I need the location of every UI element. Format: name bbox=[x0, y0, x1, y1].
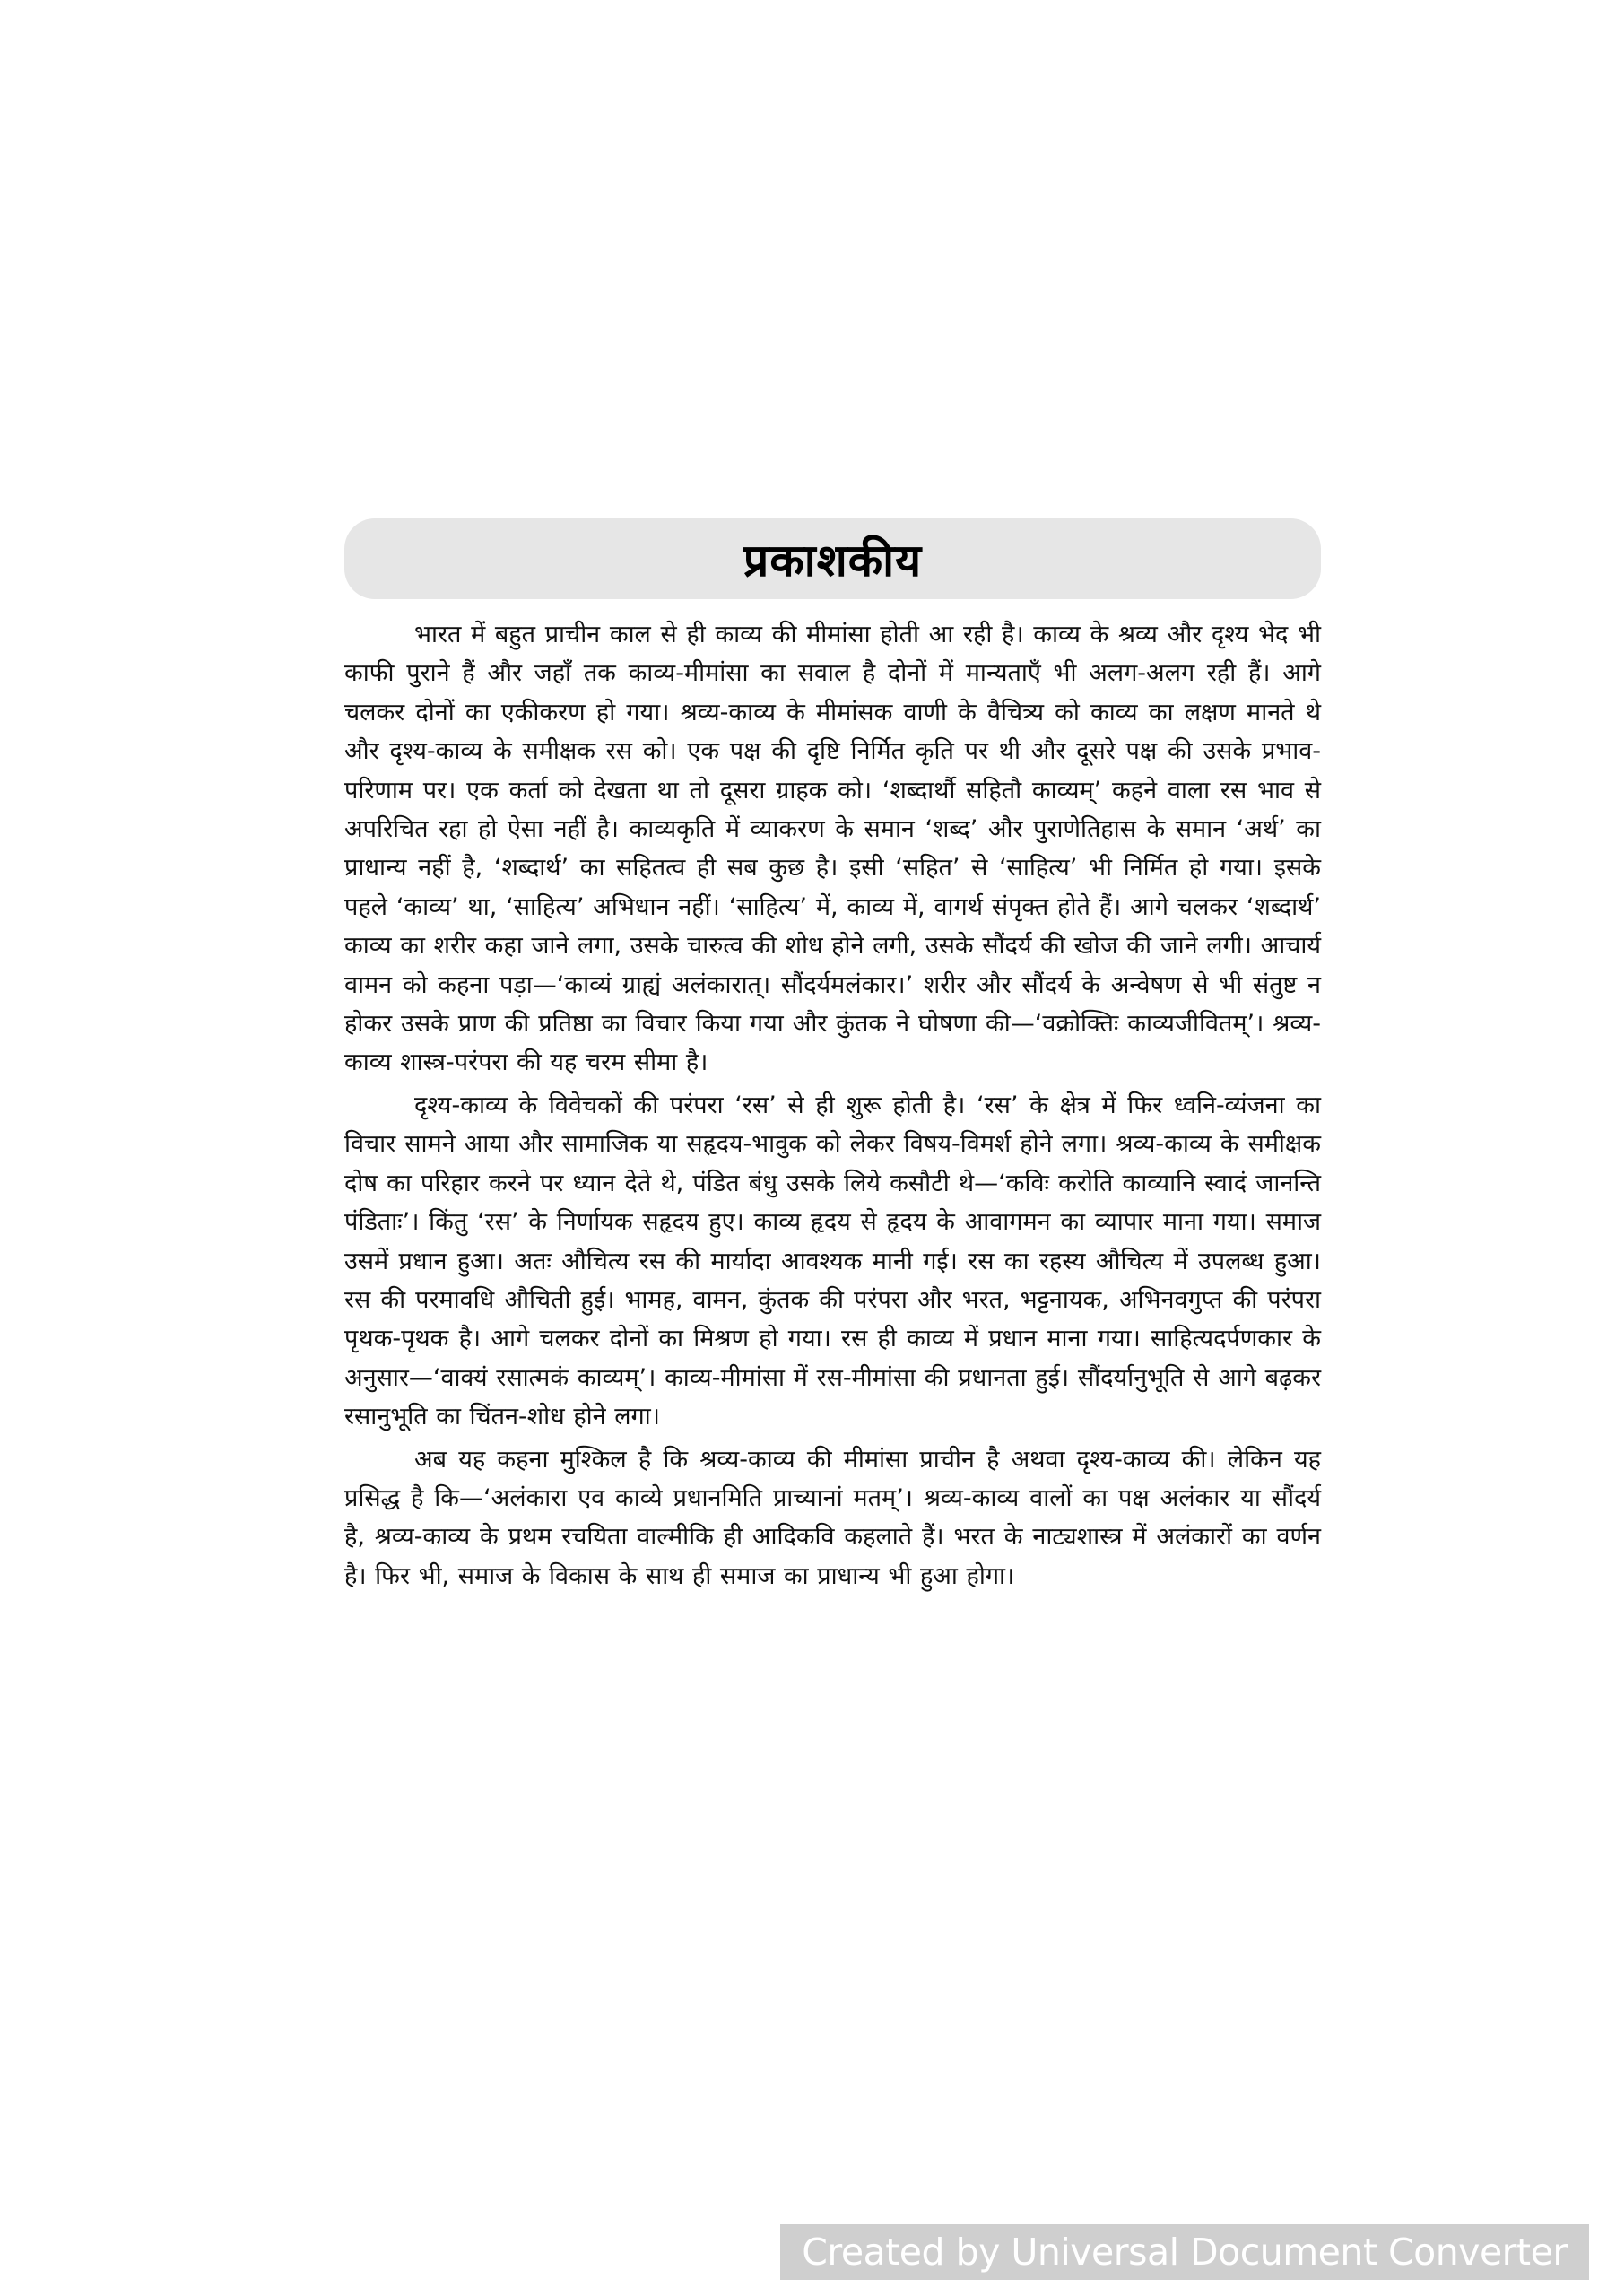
converter-watermark bbox=[780, 2224, 1589, 2280]
document-page bbox=[344, 518, 1321, 1596]
body-text bbox=[344, 615, 1321, 1596]
paragraph-1: भारत में बहुत प्राचीन काल से ही काव्य की मीमांसा होती आ रही है। काव्य के श्रव्य और दृश्य भेद भी काफी पुराने हैं और जहाँ तक काव्य-मीमांसा का सवाल है दोनों में मान्यताएँ भी अलग-अलग रही हैं। आगे चलकर दोनों का एकीकरण हो गया। श्रव्य-काव्य के मीमांसक वाणी के वैचित्र्य को काव्य का लक्षण मानते थे और दृश्य-काव्य के समीक्षक रस को। एक पक्ष की दृष्टि निर्मित कृति पर थी और दूसरे पक्ष की उसके प्रभाव-परिणाम पर। एक कर्ता को देखता था तो दूसरा ग्राहक को। ‘शब्दार्थौ सहितौ काव्यम्’ कहने वाला रस भाव से अपरिचित रहा हो ऐसा नहीं है। काव्यकृति में व्याकरण के समान ‘शब्द’ और पुराणेतिहास के समान ‘अर्थ’ का प्राधान्य नहीं है, ‘शब्दार्थ’ का सहितत्व ही सब कुछ है। इसी ‘सहित’ से ‘साहित्य’ भी निर्मित हो गया। इसके पहले ‘काव्य’ था, ‘साहित्य’ अभिधान नहीं। ‘साहित्य’ में, काव्य में, वागर्थ संपृक्त होते हैं। आगे चलकर ‘शब्दार्थ’ काव्य का शरीर कहा जाने लगा, उसके चारुत्व की शोध होने लगी, उसके सौंदर्य की खोज की जाने लगी। आचार्य वामन को कहना पड़ा—‘काव्यं ग्राह्यं अलंकारात्। सौंदर्यमलंकार।’ शरीर और सौंदर्य के अन्वेषण से भी संतुष्ट न होकर उसके प्राण की प्रतिष्ठा का विचार किया गया और कुंतक ने घोषणा की—‘वक्रोक्तिः काव्यजीवितम्’। श्रव्य-काव्य शास्त्र-परंपरा की यह चरम सीमा है। bbox=[344, 621, 1321, 1077]
paragraph-3: अब यह कहना मुश्किल है कि श्रव्य-काव्य की मीमांसा प्राचीन है अथवा दृश्य-काव्य की। लेकिन यह प्रसिद्ध है कि—‘अलंकारा एव काव्ये प्रधानमिति प्राच्यानां मतम्’। श्रव्य-काव्य वालों का पक्ष अलंकार या सौंदर्य है, श्रव्य-काव्य के प्रथम रचयिता वाल्मीकि ही आदिकवि कहलाते हैं। भरत के नाट्यशास्त्र में अलंकारों का वर्णन है। फिर भी, समाज के विकास के साथ ही समाज का प्राधान्य भी हुआ होगा। bbox=[344, 1445, 1321, 1590]
page-title: प्रकाशकीय bbox=[743, 535, 923, 587]
paragraph-2: दृश्य-काव्य के विवेचकों की परंपरा ‘रस’ से ही शुरू होती है। ‘रस’ के क्षेत्र में फिर ध्वनि-व्यंजना का विचार सामने आया और सामाजिक या सहृदय-भावुक को लेकर विषय-विमर्श होने लगा। श्रव्य-काव्य के समीक्षक दोष का परिहार करने पर ध्यान देते थे, पंडित बंधु उसके लिये कसौटी थे—‘कविः करोति काव्यानि स्वादं जानन्ति पंडिताः’। किंतु ‘रस’ के निर्णायक सहृदय हुए। काव्य हृदय से हृदय के आवागमन का व्यापार माना गया। समाज उसमें प्रधान हुआ। अतः औचित्य रस की मार्यादा आवश्यक मानी गई। रस का रहस्य औचित्य में उपलब्ध हुआ। रस की परमावधि औचिती हुई। भामह, वामन, कुंतक की परंपरा और भरत, भट्टनायक, अभिनवगुप्त की परंपरा पृथक-पृथक है। आगे चलकर दोनों का मिश्रण हो गया। रस ही काव्य में प्रधान माना गया। साहित्यदर्पणकार के अनुसार—‘वाक्यं रसात्मकं काव्यम्’। काव्य-मीमांसा में रस-मीमांसा की प्रधानता हुई। सौंदर्यानुभूति से आगे बढ़कर रसानुभूति का चिंतन-शोध होने लगा। bbox=[344, 1091, 1321, 1431]
watermark-text: Created by Universal Document Converter bbox=[802, 2231, 1568, 2274]
title-banner bbox=[344, 518, 1321, 599]
